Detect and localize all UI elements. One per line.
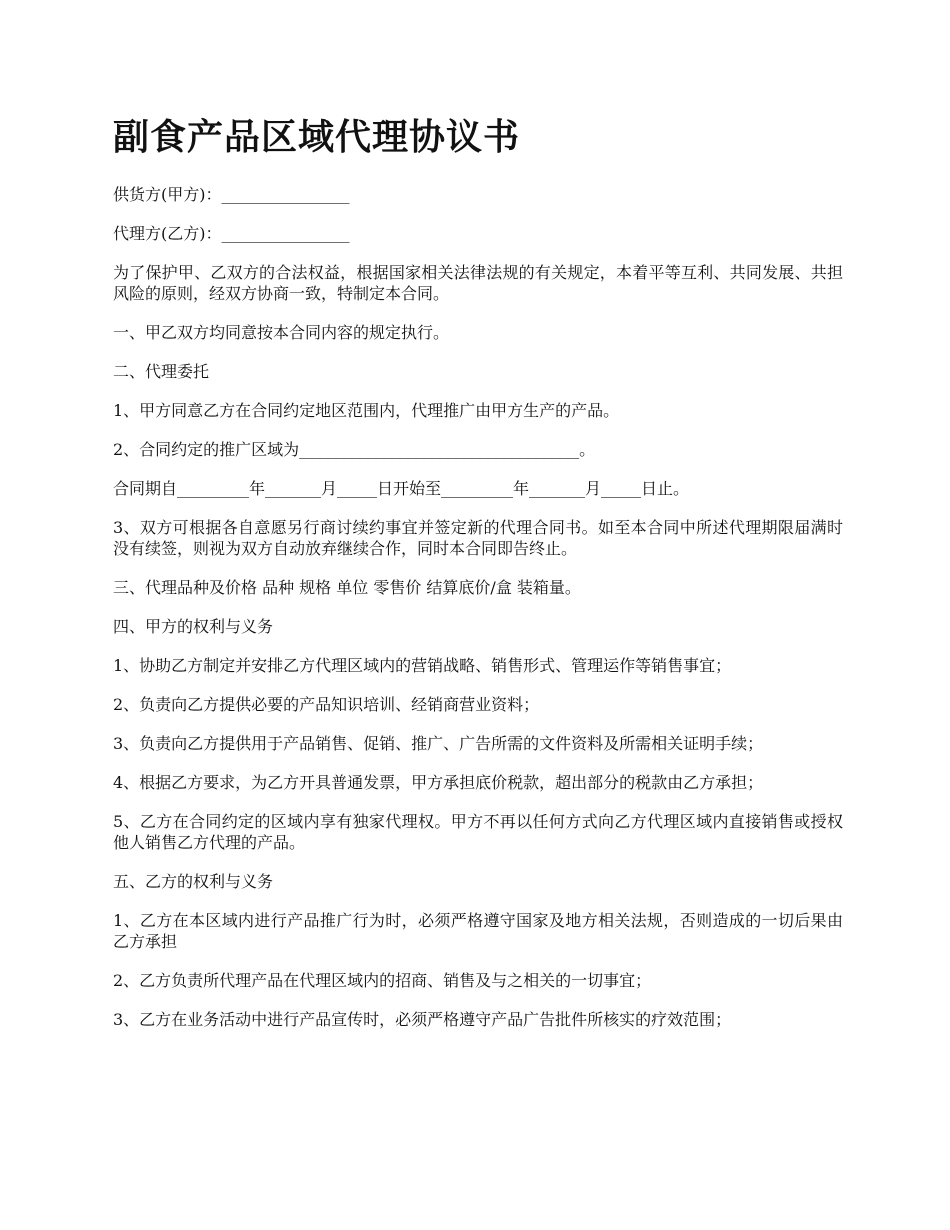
clause-paragraph: 3、双方可根据各自意愿另行商讨续约事宜并签定新的代理合同书。如至本合同中所述代理期限届满时没有续签，则视为双方自动放弃继续合作，同时本合同即告终止。 [113,518,843,558]
clause-paragraph: 2、负责向乙方提供必要的产品知识培训、经销商营业资料； [113,695,540,714]
clause-paragraph: 3、负责向乙方提供用于产品销售、促销、推广、广告所需的文件资料及所需相关证明手续； [113,734,764,753]
document-page [113,112,843,1048]
clause-paragraph: 3、乙方在业务活动中进行产品宣传时，必须严格遵守产品广告批件所核实的疗效范围； [113,1010,732,1029]
section-3-heading: 三、代理品种及价格 品种 规格 单位 零售价 结算底价/盒 装箱量。 [113,578,581,597]
agent-line: 代理方(乙方)：________________ [113,224,350,243]
clause-paragraph: 1、甲方同意乙方在合同约定地区范围内，代理推广由甲方生产的产品。 [113,401,620,420]
section-4-heading: 四、甲方的权利与义务 [113,617,274,636]
section-1-heading: 一、甲乙双方均同意按本合同内容的规定执行。 [113,323,450,342]
document-title: 副食产品区域代理协议书 [113,116,521,158]
clause-paragraph: 4、根据乙方要求，为乙方开具普通发票，甲方承担底价税款，超出部分的税款由乙方承担； [113,773,764,792]
clause-paragraph: 5、乙方在合同约定的区域内享有独家代理权。甲方不再以任何方式向乙方代理区域内直接销售或授权他人销售乙方代理的产品。 [113,812,843,852]
supplier-line: 供货方(甲方)：________________ [113,185,350,204]
section-2-heading: 二、代理委托 [113,362,210,381]
preamble-paragraph: 为了保护甲、乙双方的合法权益，根据国家相关法律法规的有关规定，本着平等互利、共同发展、共担风险的原则，经双方协商一致，特制定本合同。 [113,263,843,303]
section-5-heading: 五、乙方的权利与义务 [113,872,274,891]
clause-paragraph: 2、合同约定的推广区域为___________________________________。 [113,440,596,459]
clause-paragraph: 2、乙方负责所代理产品在代理区域内的招商、销售及与之相关的一切事宜； [113,971,652,990]
clause-paragraph: 1、乙方在本区域内进行产品推广行为时，必须严格遵守国家及地方相关法规，否则造成的一切后果由乙方承担 [113,911,843,951]
contract-period-line: 合同期自_________年_______月_____日开始至_________年_______月_____日止。 [113,479,690,498]
clause-paragraph: 1、协助乙方制定并安排乙方代理区域内的营销战略、销售形式、管理运作等销售事宜； [113,656,732,675]
